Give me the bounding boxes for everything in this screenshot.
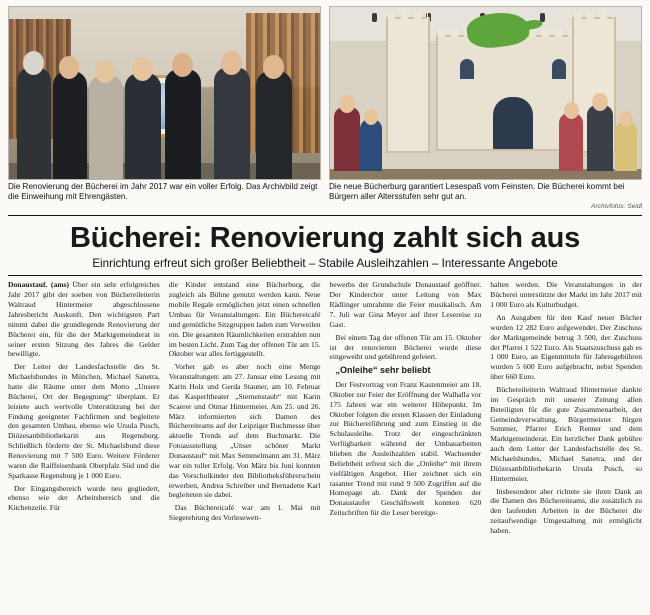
person-head xyxy=(339,95,355,113)
battlement-icon xyxy=(574,10,614,19)
person-figure xyxy=(165,69,201,179)
divider-top xyxy=(8,215,642,216)
person-head xyxy=(59,56,79,79)
person-head xyxy=(564,102,579,119)
paragraph-text: Über ein sehr erfolgreiches Jahr 2017 gibt der soeben von Büchereileiterin Waltraud Hintermeier abgeschlossene Jahresbericht Auskunft. Den wichtigsten Part nimmt dabei die grundlegende Renovierung der Bücherei ein, für die der Marktgemeinderat in seiner ersten Sitzung des Jahres die Gelder bewilligte. xyxy=(8,280,160,359)
photo-caption-left: Die Renovierung der Bücherei im Jahr 2017 war ein voller Erfolg. Das Archivbild zeigt die Einweihung mit Ehrengästen. xyxy=(8,182,318,201)
paragraph: Der Leiter der Landesfachstelle des St. Michaelsbundes in München, Michael Sanetra, hatte die Räume unter dem Motto „Unsere Bücherei, Ort der Begegnung“ überplant. Er leistete auch wertvolle Unterstützung bei der Findung geeigneter Fachfirmen und begleitete den gesamten Umbau, ebenso wie Ursula Pusch, Diözesanbibliothekarin aus Regensburg. Schließlich förderte der St. Michaelsbund diese Renovierung mit 7 500 Euro. Weitere Förderer waren die Raiffeisenbank Oberpfalz Süd und die Sparkasse Regensburg je 1 000 Euro. xyxy=(8,362,160,480)
person-figure xyxy=(587,105,613,171)
person-head xyxy=(619,111,633,127)
article-body xyxy=(8,280,642,538)
divider-under-subtitle xyxy=(8,275,642,276)
person-head xyxy=(172,53,193,77)
paragraph: Der Festvortrag von Franz Kastenmeier am 18. Oktober zur Feier der Eröffnung der Walhalla vor 175 Jahren war ein weiterer Höhepunkt. Im Oktober folgten die ersten Klassen der Einladung zur Büchereiführung und zum Einstieg in die Schulausleihe. Trotz der eingeschränkten Verfügbarkeit während der Umbauarbeiten blieben die Ausleihzahlen stabil. Wachsender Beliebtheit erfreut sich die „Onleihe“ mit ihrem vielfältigen Angebot. Hier zeichnet sich ein rasanter Trend mit rund 9 500 Zugriffen auf die Homepage ab. Dank der Spenden der Donaustaufer Geschäftswelt konnten 620 Zeitschriften für die Leser bereitge- xyxy=(329,380,482,518)
paragraph: Das Büchereicafé war am 1. Mai mit Siegerehrung des Vorlesewett- xyxy=(168,503,321,523)
person-head xyxy=(592,93,608,111)
person-figure xyxy=(125,73,161,179)
page-title: Bücherei: Renovierung zahlt sich aus xyxy=(69,222,581,254)
paragraph: Bei einem Tag der offenen Tür am 15. Oktober ist der renovierten Bücherei wurde diese eingeweiht und gebührend gefeiert. xyxy=(329,332,482,362)
photo-block-right xyxy=(329,6,642,210)
ceiling-lamp-icon xyxy=(372,13,377,22)
person-figure xyxy=(615,121,637,171)
person-figure xyxy=(214,67,250,179)
paragraph-lead xyxy=(8,280,160,359)
person-figure xyxy=(334,107,360,171)
person-head xyxy=(95,60,115,83)
person-figure xyxy=(559,113,583,171)
photo-caption-right: Die neue Bücherburg garantiert Lesespaß vom Feinsten. Die Bücherei kommt bei Bürgern aller Altersstufen sehr gut an. xyxy=(329,182,625,201)
photo-credit: Archivfotos: Seidl xyxy=(591,203,642,210)
section-subheading: „Onleihe“ sehr beliebt xyxy=(335,365,431,376)
paragraph: An Ausgaben für den Kauf neuer Bücher wurden 12 282 Euro aufgewendet. Der Zuschuss der Marktgemeinde betrug 3 500, der Zuschuss der Pfarrei 1 522 Euro. Als Staatszuschuss gab es 1 000 Euro, an Eigenmitteln für Jahresgebühren wurden 5 600 Euro aufgebracht, nebst Spenden über 660 Euro. xyxy=(490,313,642,382)
paragraph: bewerbs der Grundschule Donaustauf geöffnet. Der Kinderchor unter Leitung von Max Rädlinger umrahmte die Feier musikalisch. Am 7. Juli war Gina Meyer auf ihrer Lesereise zu Gast. xyxy=(329,280,482,329)
person-figure xyxy=(256,71,292,179)
castle-window-icon xyxy=(552,59,566,79)
article-column-4 xyxy=(490,280,642,538)
paragraph: die Kinder entstand eine Bücherburg, die zugleich als Bühne genutzt werden kann. Neue mobile Regale ermöglichen jetzt einen schnellen Umbau für Veranstaltungen. Ein Büchereicafé und gemütliche Sitzgruppen laden zum Verweilen ein. Die gesamten Räumlichkeiten erstrahlen nun im besten Licht. Zum Tag der offenen Tür am 15. Oktober war alles fertiggestellt. xyxy=(168,280,321,359)
photo-row xyxy=(8,6,642,210)
person-figure xyxy=(89,75,123,179)
paragraph: halten werden. Die Veranstaltungen in der Bücherei unterstützte der Markt im Jahr 2017 mit 1 000 Euro als Kulturbudget. xyxy=(490,280,642,310)
photo-block-left xyxy=(8,6,321,210)
castle-window-icon xyxy=(460,59,474,79)
paragraph: Der Eingangsbereich wurde neu gegliedert, ebenso wie der Arbeitsbereich und die Küchenzeile. Für xyxy=(8,483,160,513)
battlement-icon xyxy=(388,10,428,19)
person-figure xyxy=(360,119,382,171)
person-figure xyxy=(17,67,51,179)
castle-tower-left xyxy=(386,17,430,153)
paragraph: Insbesondere aber richtete sie ihren Dank an die Damen des Büchereiteams, die zusätzlich zu den laufenden Arbeiten in der Bücherei die zeitaufwendige Umgestaltung mit ermöglicht haben. xyxy=(490,486,642,536)
person-head xyxy=(221,51,242,75)
dateline: Donaustauf. (ams) xyxy=(8,280,70,290)
renovation-photo xyxy=(8,6,321,180)
person-figure xyxy=(53,71,87,179)
article-column-3 xyxy=(330,280,482,538)
person-head xyxy=(23,51,44,75)
paragraph: Büchereileiterin Waltraud Hintermeier dankte im Gespräch mit unserer Zeitung allen Beteiligten für die gute Zusammenarbeit, der Gemeindeverwaltung, Bürgermeister Jürgen Sommer, Pfarrer Erich Renner und dem Marktgemeinderat. Ein herzlicher Dank gebühre auch dem Leiter der Landesfachstelle des St. Michaelsbundes, Michael Sanetra, und der Diözesanbibliothekarin Ursula Pusch, so Hintermeier. xyxy=(490,385,642,483)
castle-door-icon xyxy=(493,97,533,149)
person-head xyxy=(263,55,284,79)
page-subtitle: Einrichtung erfreut sich großer Beliebtheit – Stabile Ausleihzahlen – Interessante Angebote xyxy=(92,257,558,271)
person-head xyxy=(132,57,153,81)
buecherburg-photo xyxy=(329,6,642,180)
person-head xyxy=(364,109,378,125)
article-column-2 xyxy=(169,280,321,538)
paragraph: Vorher gab es aber noch eine Menge Veranstaltungen: am 27. Januar eine Lesung mit Karin Holz und Gerda Stauner, am 10. Februar das Kasperltheater „Sternenstaub“ mit Karin Scaerer und Otmar Hintermeier. Am 25. und 26. März informierten sich Damen des Büchereiteams auf der Leipziger Buchmesse über aktuelle Trends auf dem Buchmarkt. Die Fotoausstellung „Unser schöner Markt Donaustauf“ mit Max Semmelmann am 31. März war ein toller Erfolg. Von März bis Juni konnten das Vorschulkinder den Bibliotheksführerschein erwerben, Andrea Schreiber und Bernadette Karl begleiteten sie dabei. xyxy=(168,362,321,500)
article-column-1 xyxy=(8,280,160,538)
